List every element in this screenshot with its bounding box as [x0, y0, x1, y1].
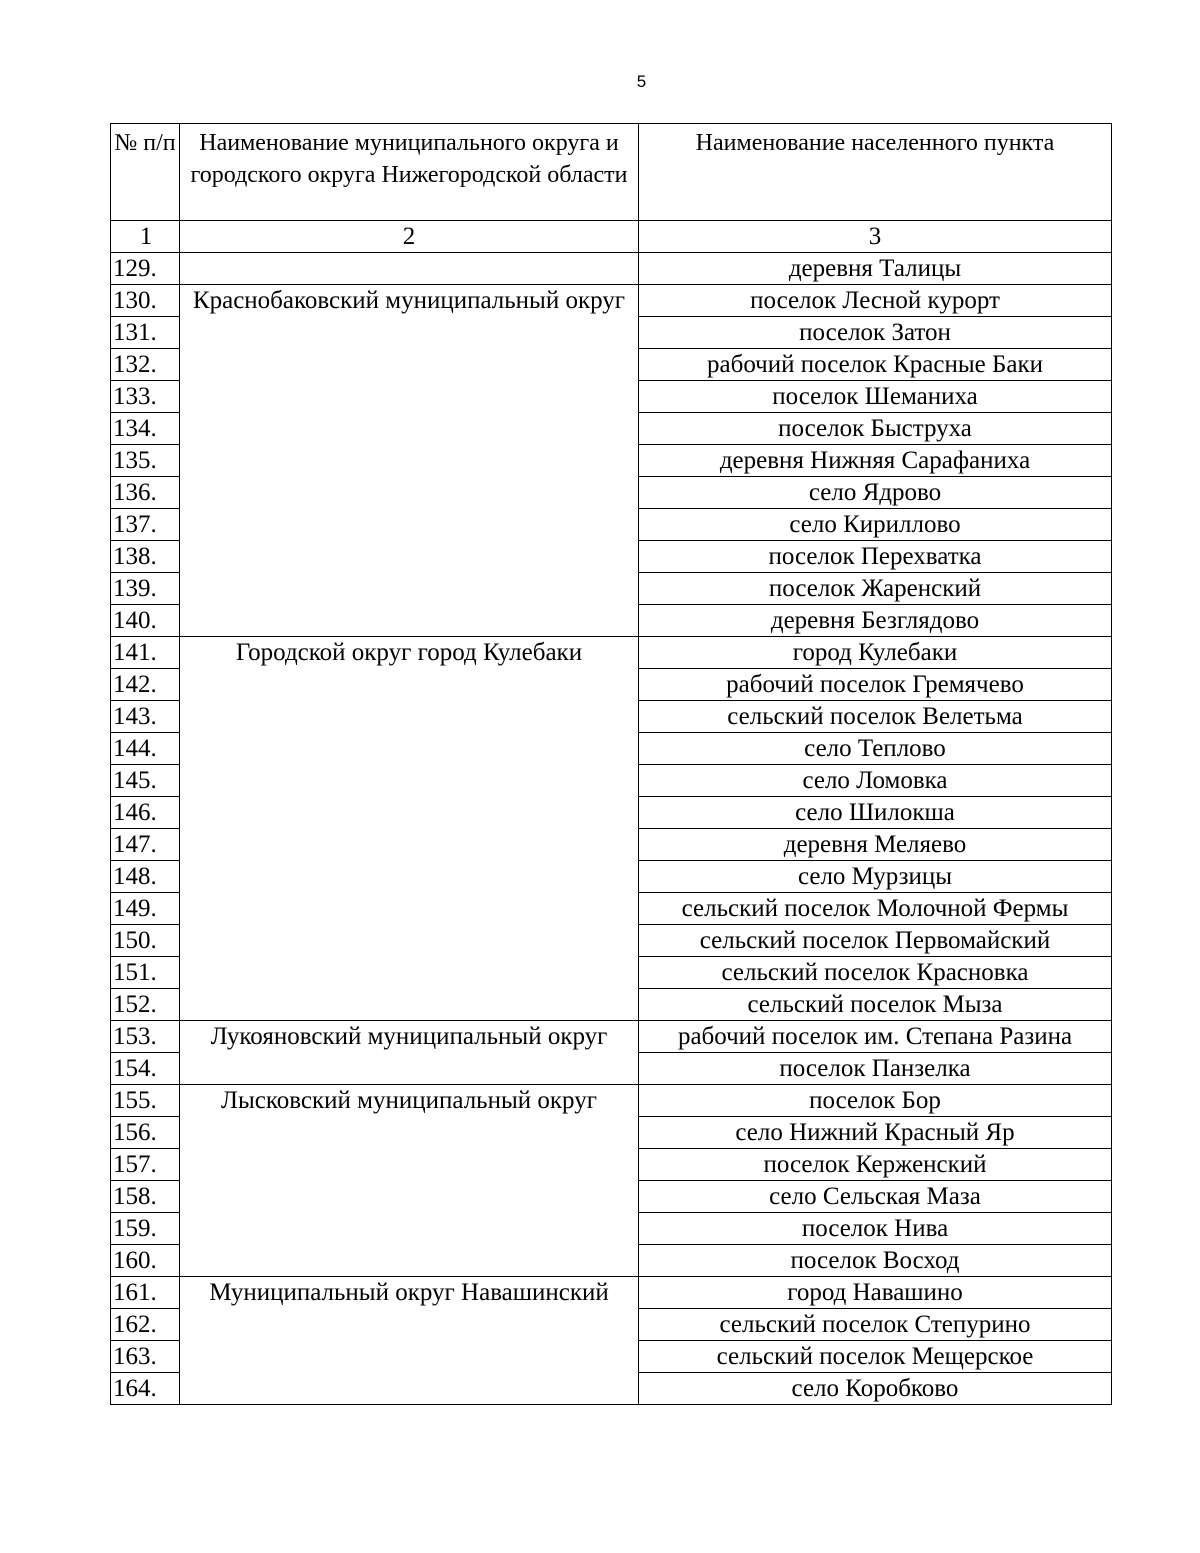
row-number: 142.: [111, 669, 180, 701]
table-header-row: [111, 124, 1112, 221]
column-numbers-row: [111, 221, 1112, 253]
header-district: Наименование муниципального округа и городского округа Нижегородской области: [180, 124, 639, 221]
settlement-name: поселок Лесной курорт: [639, 285, 1112, 317]
row-number: 130.: [111, 285, 180, 317]
row-number: 148.: [111, 861, 180, 893]
column-number-1: 1: [111, 221, 180, 253]
settlement-name: село Ломовка: [639, 765, 1112, 797]
settlement-name: село Ядрово: [639, 477, 1112, 509]
row-number: 162.: [111, 1309, 180, 1341]
column-number-3: 3: [639, 221, 1112, 253]
settlement-name: деревня Меляево: [639, 829, 1112, 861]
row-number: 153.: [111, 1021, 180, 1053]
settlement-name: поселок Восход: [639, 1245, 1112, 1277]
settlement-name: сельский поселок Первомайский: [639, 925, 1112, 957]
row-number: 137.: [111, 509, 180, 541]
row-number: 136.: [111, 477, 180, 509]
settlement-name: поселок Керженский: [639, 1149, 1112, 1181]
settlement-name: сельский поселок Молочной Фермы: [639, 893, 1112, 925]
row-number: 141.: [111, 637, 180, 669]
settlement-name: сельский поселок Велетьма: [639, 701, 1112, 733]
row-number: 152.: [111, 989, 180, 1021]
row-number: 145.: [111, 765, 180, 797]
row-number: 151.: [111, 957, 180, 989]
settlement-name: поселок Панзелка: [639, 1053, 1112, 1085]
district-name: Краснобаковский муниципальный округ: [180, 285, 639, 637]
row-number: 140.: [111, 605, 180, 637]
settlement-name: поселок Жаренский: [639, 573, 1112, 605]
district-name: Лысковский муниципальный округ: [180, 1085, 639, 1277]
row-number: 157.: [111, 1149, 180, 1181]
settlement-name: поселок Бор: [639, 1085, 1112, 1117]
district-name: Муниципальный округ Навашинский: [180, 1277, 639, 1405]
table-row: [111, 285, 1112, 317]
settlement-name: город Кулебаки: [639, 637, 1112, 669]
row-number: 154.: [111, 1053, 180, 1085]
settlement-name: сельский поселок Мещерское: [639, 1341, 1112, 1373]
row-number: 131.: [111, 317, 180, 349]
settlement-name: поселок Нива: [639, 1213, 1112, 1245]
settlement-name: сельский поселок Красновка: [639, 957, 1112, 989]
row-number: 144.: [111, 733, 180, 765]
table-row: [111, 253, 1112, 285]
row-number: 158.: [111, 1181, 180, 1213]
row-number: 155.: [111, 1085, 180, 1117]
settlement-name: село Нижний Красный Яр: [639, 1117, 1112, 1149]
row-number: 143.: [111, 701, 180, 733]
district-name: [180, 253, 639, 285]
row-number: 132.: [111, 349, 180, 381]
row-number: 129.: [111, 253, 180, 285]
settlement-name: сельский поселок Мыза: [639, 989, 1112, 1021]
row-number: 139.: [111, 573, 180, 605]
row-number: 135.: [111, 445, 180, 477]
district-name: Лукояновский муниципальный округ: [180, 1021, 639, 1085]
settlement-name: рабочий поселок Гремячево: [639, 669, 1112, 701]
settlement-name: деревня Безглядово: [639, 605, 1112, 637]
settlement-name: село Сельская Маза: [639, 1181, 1112, 1213]
settlement-name: рабочий поселок Красные Баки: [639, 349, 1112, 381]
row-number: 146.: [111, 797, 180, 829]
table-row: [111, 1085, 1112, 1117]
table-row: [111, 637, 1112, 669]
row-number: 163.: [111, 1341, 180, 1373]
settlement-name: поселок Быструха: [639, 413, 1112, 445]
column-number-2: 2: [180, 221, 639, 253]
row-number: 164.: [111, 1373, 180, 1405]
table-row: [111, 1021, 1112, 1053]
row-number: 149.: [111, 893, 180, 925]
settlement-name: деревня Талицы: [639, 253, 1112, 285]
table-row: [111, 1277, 1112, 1309]
settlement-name: село Шилокша: [639, 797, 1112, 829]
settlement-name: город Навашино: [639, 1277, 1112, 1309]
district-name: Городской округ город Кулебаки: [180, 637, 639, 1021]
settlement-name: село Теплово: [639, 733, 1112, 765]
row-number: 150.: [111, 925, 180, 957]
settlement-name: село Коробково: [639, 1373, 1112, 1405]
settlement-name: село Кириллово: [639, 509, 1112, 541]
header-number: № п/п: [111, 124, 180, 221]
row-number: 161.: [111, 1277, 180, 1309]
row-number: 147.: [111, 829, 180, 861]
row-number: 134.: [111, 413, 180, 445]
row-number: 156.: [111, 1117, 180, 1149]
settlement-name: сельский поселок Степурино: [639, 1309, 1112, 1341]
settlement-name: село Мурзицы: [639, 861, 1112, 893]
header-settlement: Наименование населенного пункта: [639, 124, 1112, 221]
row-number: 159.: [111, 1213, 180, 1245]
page-number: 5: [636, 72, 647, 91]
row-number: 133.: [111, 381, 180, 413]
settlement-name: поселок Перехватка: [639, 541, 1112, 573]
settlement-name: поселок Шеманиха: [639, 381, 1112, 413]
row-number: 138.: [111, 541, 180, 573]
settlements-table: [110, 123, 1112, 1405]
settlement-name: поселок Затон: [639, 317, 1112, 349]
settlement-name: деревня Нижняя Сарафаниха: [639, 445, 1112, 477]
settlement-name: рабочий поселок им. Степана Разина: [639, 1021, 1112, 1053]
row-number: 160.: [111, 1245, 180, 1277]
